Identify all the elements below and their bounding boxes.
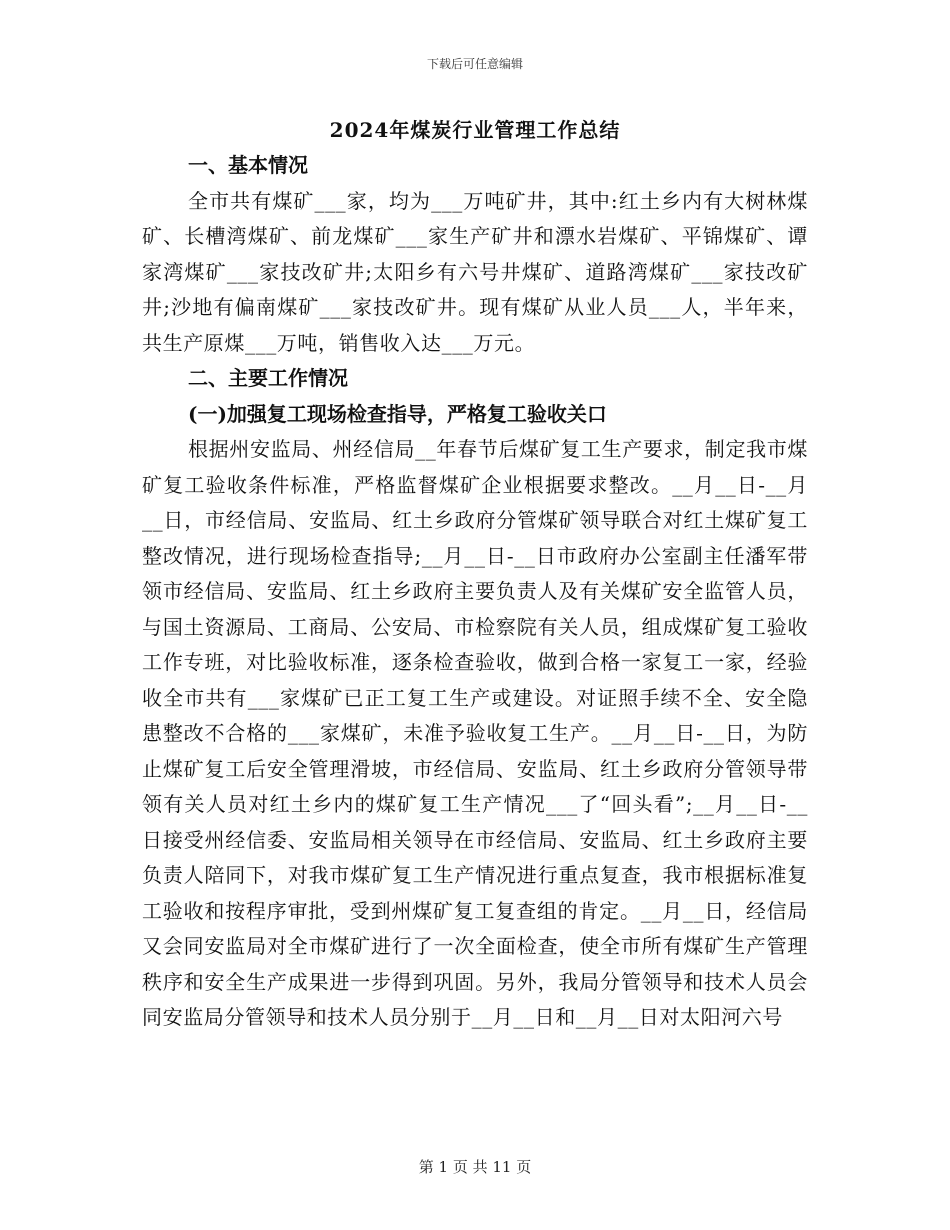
document-title: 2024年煤炭行业管理工作总结	[329, 118, 621, 142]
section-paragraph-basic-info: 全市共有煤矿___家，均为___万吨矿井，其中:红土乡内有大树林煤矿、长槽湾煤矿、前龙煤矿___家生产矿井和漂水岩煤矿、平锦煤矿、谭家湾煤矿___家技改矿井;太阳乡有六号井煤矿、道路湾煤矿___家技改矿井;沙地有偏南煤矿___家技改矿井。现有煤矿从业人员___人，半年来，共生产原煤___万吨，销售收入达___万元。	[142, 188, 808, 355]
section-heading-basic-info: 一、基本情况	[188, 153, 308, 177]
page-number-footer: 第 1 页 共 11 页	[418, 1158, 532, 1176]
document-body	[142, 148, 808, 1036]
subsection-paragraph-inspection: 根据州安监局、州经信局__年春节后煤矿复工生产要求，制定我市煤矿复工验收条件标准，严格监督煤矿企业根据要求整改。__月__日-__月__日，市经信局、安监局、红土乡政府分管煤矿领导联合对红土煤矿复工整改情况，进行现场检查指导;__月__日-__日市政府办公室副主任潘军带领市经信局、安监局、红土乡政府主要负责人及有关煤矿安全监管人员，与国土资源局、工商局、公安局、市检察院有关人员，组成煤矿复工验收工作专班，对比验收标准，逐条检查验收，做到合格一家复工一家，经验收全市共有___家煤矿已正工复工生产或建设。对证照手续不全、安全隐患整改不合格的___家煤矿，未准予验收复工生产。__月__日-__日，为防止煤矿复工后安全管理滑坡，市经信局、安监局、红土乡政府分管领导带领有关人员对红土乡内的煤矿复工生产情况___了“回头看”;__月__日-__日接受州经信委、安监局相关领导在市经信局、安监局、红土乡政府主要负责人陪同下，对我市煤矿复工生产情况进行重点复查，我市根据标准复工验收和按程序审批，受到州煤矿复工复查组的肯定。__月__日，经信局又会同安监局对全市煤矿进行了一次全面检查，使全市所有煤矿生产管理秩序和安全生产成果进一步得到巩固。另外，我局分管领导和技术人员会同安监局分管领导和技术人员分别于__月__日和__月__日对太阳河六号	[142, 437, 808, 1029]
subsection-heading-inspection: (一)加强复工现场检查指导，严格复工验收关口	[188, 401, 607, 426]
section-heading-main-work: 二、主要工作情况	[188, 366, 348, 390]
header-note: 下载后可任意编辑	[426, 57, 523, 71]
